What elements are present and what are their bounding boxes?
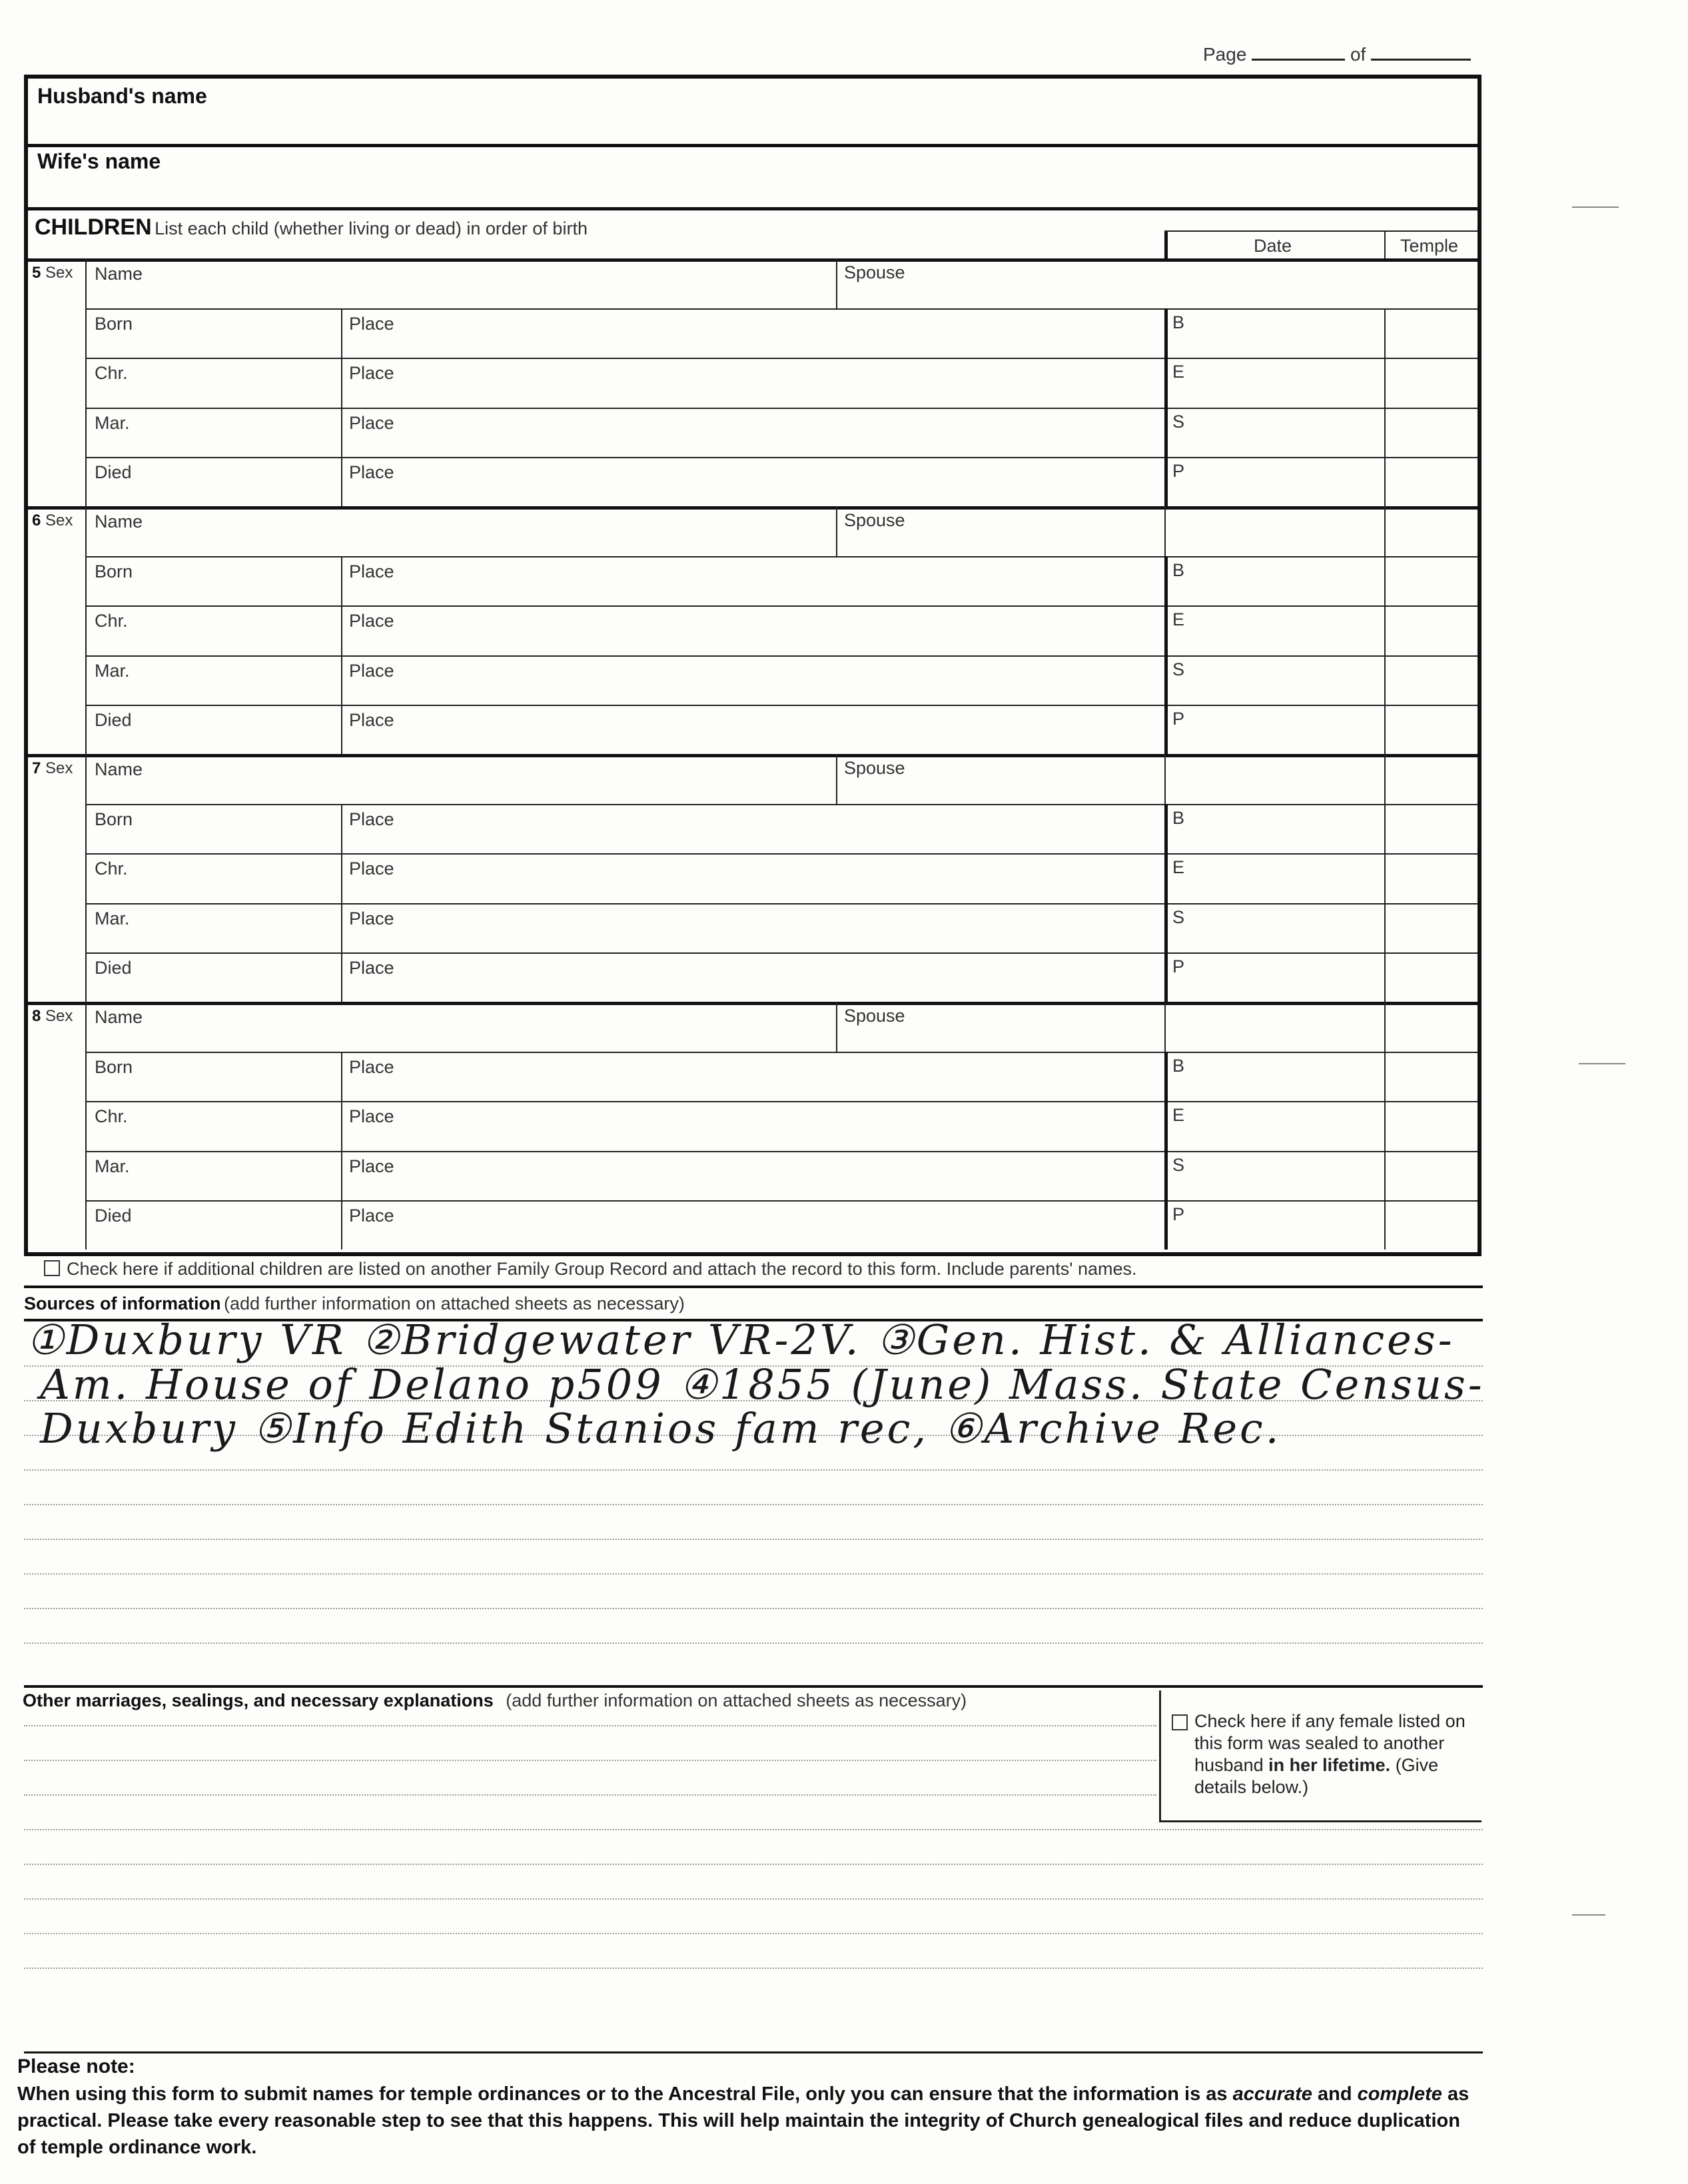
additional-children-check[interactable] — [44, 1259, 1137, 1279]
page-number-field[interactable] — [1252, 59, 1345, 61]
ordinance-letter: P — [1172, 708, 1185, 729]
event-label: Mar. — [95, 1156, 130, 1176]
child-name-label: Name — [95, 512, 143, 532]
writing-line — [24, 1933, 1483, 1934]
child-number-sex — [32, 264, 73, 282]
source-handwritten-line-3: Duxbury ⑤Info Edith Stanios fam rec, ⑥Archive Rec. — [40, 1404, 1282, 1453]
children-title: CHILDREN — [35, 214, 152, 240]
writing-line — [24, 1760, 1156, 1761]
place-label: Place — [349, 412, 394, 433]
place-label: Place — [349, 462, 394, 482]
event-label: Chr. — [95, 859, 128, 879]
sealed-check-post: (Give details below.) — [1194, 1755, 1439, 1797]
note-accurate: accurate — [1232, 2083, 1312, 2105]
child-number: 5 — [32, 264, 41, 282]
note-title: Please note: — [17, 2055, 135, 2077]
sealed-check-box — [1159, 1690, 1481, 1822]
ordinance-letter: S — [1172, 1154, 1185, 1175]
child-name-label: Name — [95, 1007, 143, 1027]
sex-label: Sex — [45, 1007, 73, 1025]
sealed-check[interactable] — [1172, 1710, 1472, 1798]
margin-mark — [1572, 1914, 1605, 1916]
ordinance-letter: E — [1172, 857, 1185, 878]
other-marriages-title: Other marriages, sealings, and necessary explanations — [23, 1690, 494, 1710]
writing-line — [24, 1469, 1483, 1471]
event-label: Died — [95, 462, 132, 482]
family-group-form — [24, 75, 1481, 1256]
page-label: Page — [1203, 44, 1247, 65]
place-label: Place — [349, 908, 394, 928]
sealed-check-text: Check here if any female listed on this form was sealed to another husband — [1194, 1711, 1466, 1775]
ordinance-letter: E — [1172, 609, 1185, 630]
child-number: 7 — [32, 759, 41, 777]
place-label: Place — [349, 809, 394, 829]
place-label: Place — [349, 561, 394, 581]
date-column-header: Date — [1254, 236, 1292, 256]
children-instruction: List each child (whether living or dead) in order of birth — [155, 218, 588, 238]
page-total-field[interactable] — [1371, 59, 1471, 61]
writing-line — [24, 1642, 1483, 1644]
other-marriages-instruction: (add further information on attached sheets as necessary) — [506, 1690, 967, 1710]
writing-line — [24, 1794, 1156, 1796]
event-label: Born — [95, 314, 133, 334]
event-label: Mar. — [95, 908, 130, 928]
place-label: Place — [349, 1205, 394, 1226]
ordinance-letter: S — [1172, 907, 1185, 927]
note-body — [17, 2081, 1483, 2161]
child-number: 6 — [32, 512, 41, 530]
ordinance-letter: B — [1172, 560, 1185, 580]
child-number: 8 — [32, 1007, 41, 1025]
ordinance-letter: P — [1172, 1204, 1185, 1224]
children-heading — [35, 214, 588, 240]
child-spouse-label: Spouse — [844, 758, 905, 778]
place-label: Place — [349, 611, 394, 631]
sex-label: Sex — [45, 264, 73, 282]
margin-mark — [1579, 1063, 1625, 1064]
writing-line — [24, 1725, 1156, 1726]
husband-name-label: Husband's name — [37, 84, 207, 108]
event-label: Chr. — [95, 1106, 128, 1127]
event-label: Mar. — [95, 412, 130, 433]
child-spouse-label: Spouse — [844, 1006, 905, 1026]
note-text-2: as practical. Please take every reasonable step to see that this happens. This will help maintain the integrity of — [17, 2083, 1470, 2131]
writing-line — [24, 1864, 1483, 1865]
writing-line — [24, 1829, 1483, 1830]
child-name-label: Name — [95, 264, 143, 284]
event-label: Mar. — [95, 660, 130, 681]
sealed-checkbox[interactable] — [1172, 1714, 1188, 1730]
sex-label: Sex — [45, 512, 73, 530]
note-text-1: When using this form to submit names for temple ordinances or to the Ancestral File, only you can ensure that the information is as — [17, 2083, 1228, 2105]
event-label: Born — [95, 809, 133, 829]
ordinance-letter: E — [1172, 1105, 1185, 1126]
place-label: Place — [349, 660, 394, 681]
event-label: Died — [95, 1205, 132, 1226]
ordinance-letter: B — [1172, 312, 1185, 332]
event-label: Chr. — [95, 611, 128, 631]
ordinance-letter: P — [1172, 460, 1185, 481]
child-number-sex — [32, 512, 73, 530]
event-label: Born — [95, 1057, 133, 1077]
child-name-label: Name — [95, 759, 143, 779]
source-handwritten-line-2: Am. House of Delano p509 ④1855 (June) Mass. State Census- — [40, 1360, 1485, 1409]
place-label: Place — [349, 363, 394, 384]
writing-line — [24, 1504, 1483, 1505]
sealed-check-bold: in her lifetime. — [1268, 1755, 1391, 1775]
note-complete: complete — [1357, 2083, 1442, 2105]
event-label: Born — [95, 561, 133, 581]
ordinance-letter: P — [1172, 956, 1185, 976]
ordinance-letter: E — [1172, 362, 1185, 382]
ordinance-letter: S — [1172, 411, 1185, 432]
child-spouse-label: Spouse — [844, 262, 905, 282]
writing-line — [24, 1573, 1483, 1575]
ordinance-letter: B — [1172, 808, 1185, 828]
event-label: Died — [95, 957, 132, 978]
note-and: and — [1317, 2083, 1352, 2105]
of-label: of — [1350, 44, 1366, 65]
place-label: Place — [349, 709, 394, 730]
temple-column-header: Temple — [1400, 236, 1459, 256]
additional-children-text: Check here if additional children are listed on another Family Group Record and attach the record to this form. Include parents' names. — [67, 1259, 1137, 1279]
writing-line — [24, 1898, 1483, 1900]
ordinance-letter: S — [1172, 659, 1185, 679]
writing-line — [24, 1608, 1483, 1609]
place-label: Place — [349, 1057, 394, 1077]
writing-line — [24, 1968, 1483, 1969]
sex-label: Sex — [45, 759, 73, 777]
event-label: Died — [95, 709, 132, 730]
place-label: Place — [349, 314, 394, 334]
note-text-3: Church genealogical files and reduce duplication of temple ordinance work. — [17, 2110, 1460, 2158]
writing-line — [24, 1539, 1483, 1540]
wife-name-label: Wife's name — [37, 149, 161, 173]
sources-heading — [24, 1293, 685, 1314]
place-label: Place — [349, 1156, 394, 1176]
place-label: Place — [349, 957, 394, 978]
margin-mark — [1572, 206, 1619, 208]
place-label: Place — [349, 1106, 394, 1127]
source-handwritten-line-1: ①Duxbury VR ②Bridgewater VR-2V. ③Gen. Hist. & Alliances- — [27, 1315, 1455, 1364]
place-label: Place — [349, 859, 394, 879]
page-number-line — [1203, 44, 1471, 65]
other-marriages-heading — [23, 1690, 967, 1711]
ordinance-letter: B — [1172, 1056, 1185, 1076]
additional-children-checkbox[interactable] — [44, 1260, 60, 1276]
sources-instruction: (add further information on attached sheets as necessary) — [223, 1293, 685, 1313]
child-number-sex — [32, 1007, 73, 1026]
sources-title: Sources of information — [24, 1293, 221, 1313]
child-number-sex — [32, 759, 73, 778]
event-label: Chr. — [95, 363, 128, 384]
child-spouse-label: Spouse — [844, 510, 905, 530]
